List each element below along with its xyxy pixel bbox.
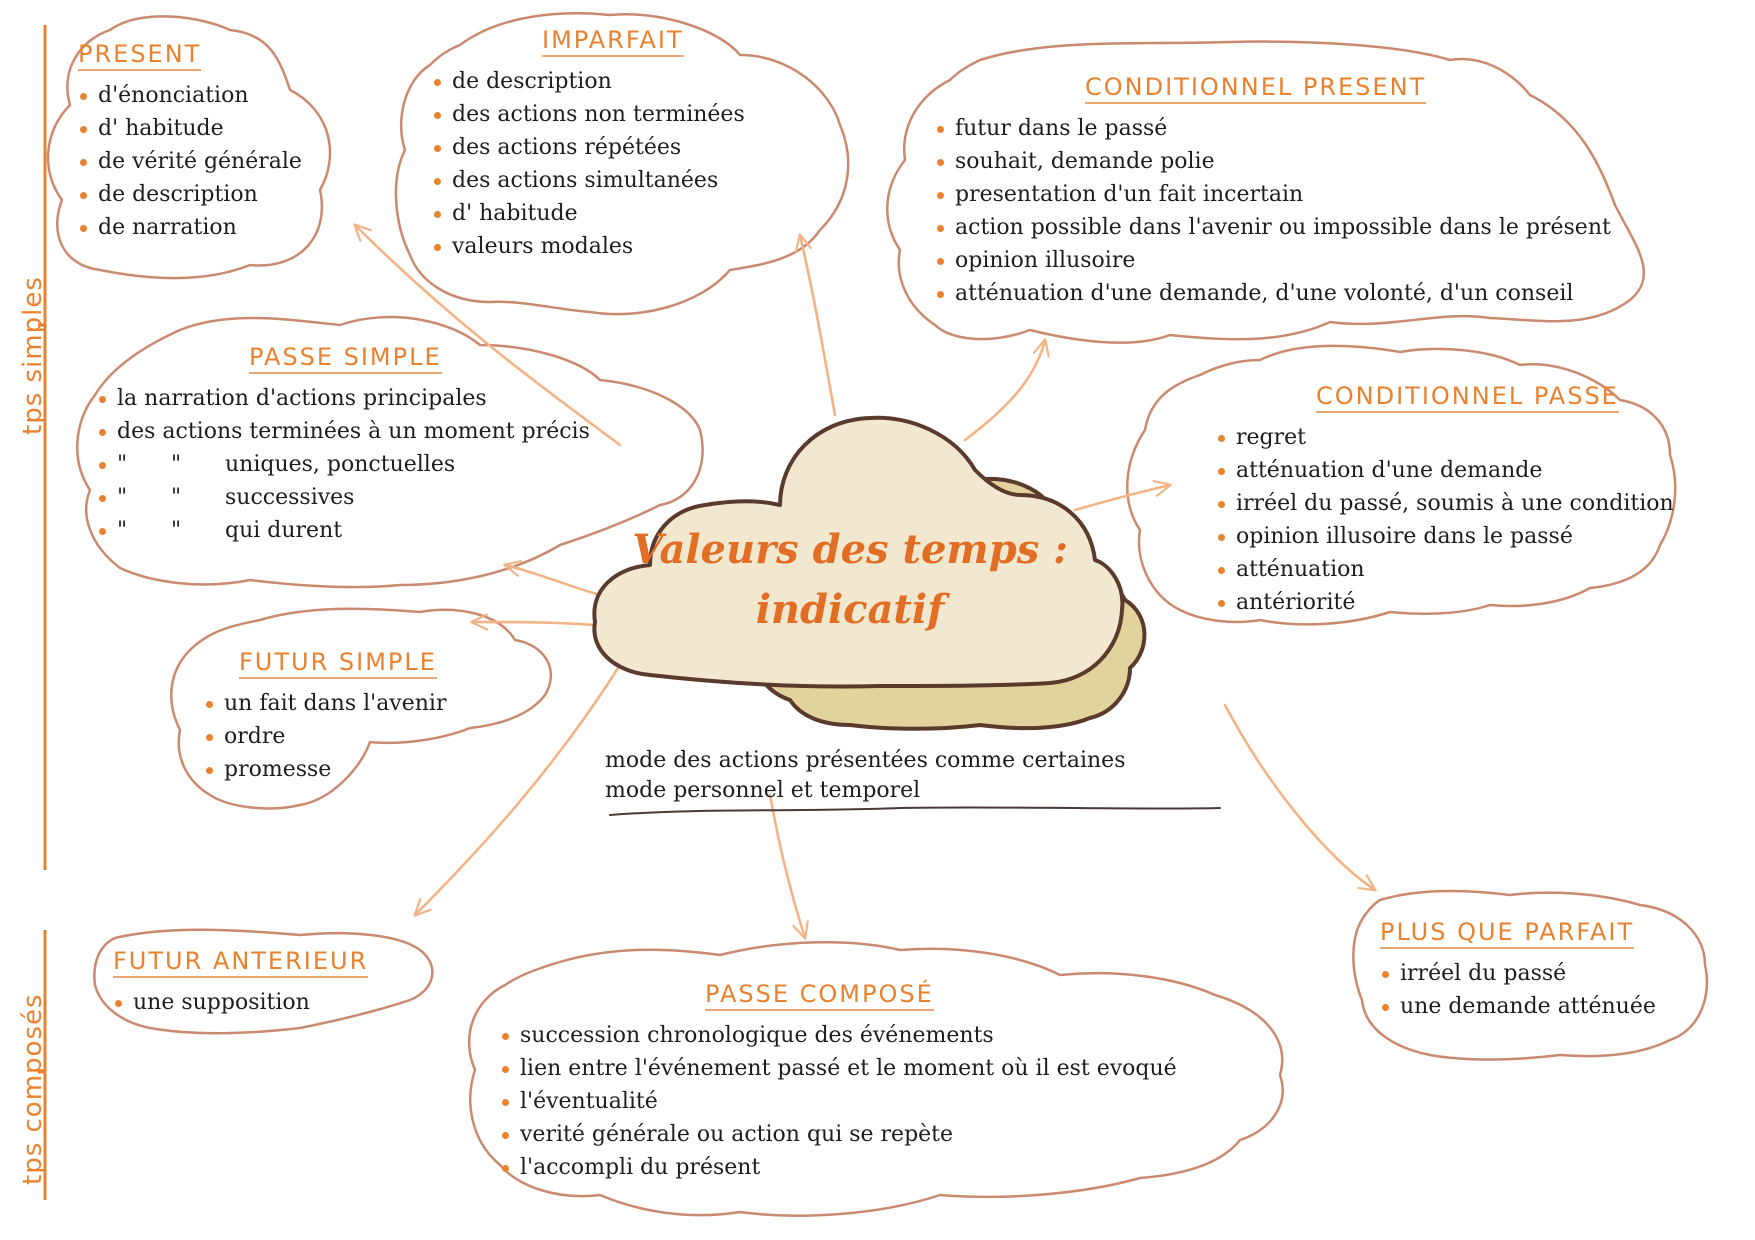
node-plus-que-parfait: [1380, 918, 1656, 1023]
node-title: IMPARFAIT: [542, 26, 684, 57]
list-item: [432, 197, 745, 230]
list-item-text: uniques, ponctuelles: [225, 452, 456, 477]
arrow-to-plus-que-parfait: [1225, 705, 1375, 890]
node-title: PLUS QUE PARFAIT: [1380, 918, 1634, 949]
list-item: [500, 1019, 1177, 1052]
node-items: [432, 65, 745, 263]
list-item-text: valeurs modales: [452, 234, 634, 259]
node-title: CONDITIONNEL PRESENT: [1085, 73, 1426, 104]
list-item-text: verité générale ou action qui se repète: [520, 1122, 954, 1147]
list-item-text: irréel du passé: [1400, 961, 1567, 986]
node-title: FUTUR ANTERIEUR: [113, 947, 368, 978]
list-item: [935, 112, 1611, 145]
list-item-text: antériorité: [1236, 590, 1356, 615]
node-items: [113, 986, 368, 1019]
list-item-text: de narration: [98, 215, 237, 240]
list-item-text: irréel du passé, soumis à une condition: [1236, 491, 1674, 516]
list-item: [78, 145, 302, 178]
list-item: [78, 211, 302, 244]
list-item: [97, 448, 590, 481]
side-label-compose: tps composés: [18, 993, 48, 1185]
arrow-to-conditionnel-passe: [1075, 485, 1170, 510]
node-futur-anterieur: [113, 947, 368, 1019]
node-items: [935, 112, 1611, 310]
list-item: [97, 481, 590, 514]
list-item-text: successives: [225, 485, 355, 510]
list-item: [935, 178, 1611, 211]
arrow-to-futur-simple: [472, 622, 595, 625]
center-desc-line2: mode personnel et temporel: [605, 778, 921, 803]
list-item-text: l'accompli du présent: [520, 1155, 761, 1180]
ditto-mark: ": [117, 518, 128, 543]
list-item-text: futur dans le passé: [955, 116, 1168, 141]
list-item-text: de description: [98, 182, 258, 207]
list-item: [935, 277, 1611, 310]
node-conditionnel-present: [935, 73, 1611, 310]
list-item: [78, 178, 302, 211]
side-label-simple: tps simples: [18, 276, 48, 435]
list-item-text: des actions simultanées: [452, 168, 719, 193]
center-title: [620, 520, 1080, 640]
node-items: [1216, 421, 1674, 619]
node-items: [97, 382, 590, 547]
list-item: [500, 1085, 1177, 1118]
node-title: PASSE COMPOSÉ: [705, 980, 934, 1011]
list-item-text: l'éventualité: [520, 1089, 658, 1114]
list-item-text: d'énonciation: [98, 83, 249, 108]
list-item: [78, 79, 302, 112]
node-passe-compose: [500, 980, 1177, 1184]
list-item: [204, 687, 446, 720]
list-item-text: opinion illusoire: [955, 248, 1136, 273]
ditto-mark: ": [171, 518, 182, 543]
list-item: [1216, 520, 1674, 553]
list-item: [78, 112, 302, 145]
ditto-mark: ": [171, 452, 182, 477]
list-item: [1380, 957, 1656, 990]
node-imparfait: [432, 26, 745, 263]
list-item-text: action possible dans l'avenir ou impossible dans le présent: [955, 215, 1611, 240]
list-item: [432, 65, 745, 98]
ditto-mark: ": [117, 452, 128, 477]
list-item-text: succession chronologique des événements: [520, 1023, 994, 1048]
list-item: [204, 720, 446, 753]
ditto-mark: ": [117, 485, 128, 510]
list-item-text: des actions non terminées: [452, 102, 745, 127]
list-item-text: un fait dans l'avenir: [224, 691, 447, 716]
list-item: [432, 131, 745, 164]
list-item: [1216, 553, 1674, 586]
node-passe-simple: [97, 343, 590, 547]
list-item: [97, 514, 590, 547]
center-desc-underline: [610, 807, 1220, 815]
node-items: [78, 79, 302, 244]
center-description: [605, 746, 1225, 806]
list-item: [500, 1052, 1177, 1085]
list-item-text: des actions terminées à un moment précis: [117, 419, 590, 444]
list-item: [1216, 421, 1674, 454]
list-item: [1216, 454, 1674, 487]
list-item: [432, 164, 745, 197]
center-title-line2: indicatif: [755, 586, 945, 633]
list-item: [204, 753, 446, 786]
list-item-text: souhait, demande polie: [955, 149, 1215, 174]
list-item: [1216, 586, 1674, 619]
list-item-text: qui durent: [225, 518, 343, 543]
list-item-text: une supposition: [133, 990, 310, 1015]
list-item-text: opinion illusoire dans le passé: [1236, 524, 1573, 549]
list-item: [500, 1118, 1177, 1151]
arrow-to-passe-compose: [770, 795, 805, 938]
list-item-text: d' habitude: [98, 116, 224, 141]
ditto-mark: ": [171, 485, 182, 510]
node-futur-simple: [204, 648, 446, 786]
arrow-to-conditionnel-present: [965, 340, 1045, 440]
node-title: CONDITIONNEL PASSE: [1316, 382, 1619, 413]
list-item-text: la narration d'actions principales: [117, 386, 487, 411]
list-item: [1216, 487, 1674, 520]
list-item-text: promesse: [224, 757, 332, 782]
list-item: [1380, 990, 1656, 1023]
list-item-text: d' habitude: [452, 201, 578, 226]
list-item-text: de description: [452, 69, 612, 94]
list-item: [432, 230, 745, 263]
list-item-text: atténuation d'une demande, d'une volonté, d'un conseil: [955, 281, 1574, 306]
list-item-text: de vérité générale: [98, 149, 302, 174]
center-title-line1: Valeurs des temps :: [632, 526, 1068, 573]
list-item-text: des actions répétées: [452, 135, 682, 160]
list-item: [500, 1151, 1177, 1184]
node-present: [78, 40, 302, 244]
list-item-text: atténuation d'une demande: [1236, 458, 1543, 483]
arrow-to-passe-simple: [505, 565, 600, 595]
list-item-text: une demande atténuée: [1400, 994, 1656, 1019]
node-conditionnel-passe: [1216, 382, 1674, 619]
arrow-to-imparfait: [800, 235, 835, 415]
list-item: [97, 382, 590, 415]
list-item: [97, 415, 590, 448]
list-item: [935, 244, 1611, 277]
node-title: FUTUR SIMPLE: [239, 648, 437, 679]
list-item-text: atténuation: [1236, 557, 1365, 582]
node-items: [500, 1019, 1177, 1184]
list-item-text: regret: [1236, 425, 1306, 450]
list-item-text: ordre: [224, 724, 286, 749]
node-items: [1380, 957, 1656, 1023]
list-item: [935, 145, 1611, 178]
list-item: [935, 211, 1611, 244]
node-title: PASSE SIMPLE: [249, 343, 442, 374]
node-title: PRESENT: [78, 40, 201, 71]
list-item: [432, 98, 745, 131]
list-item-text: lien entre l'événement passé et le moment où il est evoqué: [520, 1056, 1177, 1081]
center-desc-line1: mode des actions présentées comme certaines: [605, 748, 1126, 773]
node-items: [204, 687, 446, 786]
list-item-text: presentation d'un fait incertain: [955, 182, 1304, 207]
list-item: [113, 986, 368, 1019]
